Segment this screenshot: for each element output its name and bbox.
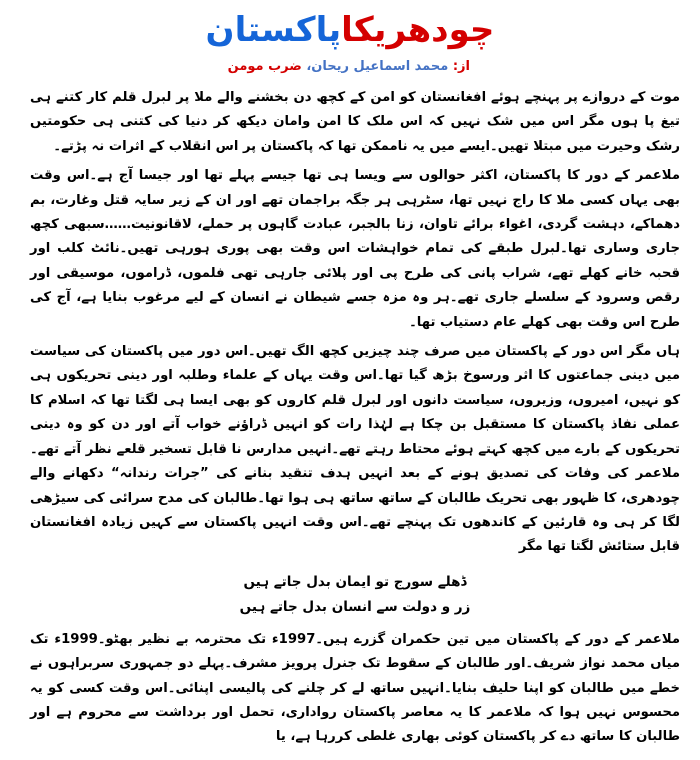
paragraph-2: ملاعمر کے دور کا پاکستان، اکثر حوالوں سے ویسا ہی تھا جیسے پہلے تھا اور جیسا آج ہے۔اس وقت بھی یہاں کسی ملا کا راج نہیں تھا، سٹرہی ہر جگہ براجمان تھے اور ان کے زیر سایہ قتل وغارت، بم دھماکے، دہشت گردی، اغواء برائے تاوان، زنا بالجبر، عبادت گاہوں پر حملے، لاقانونیت……سبھی کچھ جاری وساری تھا۔لبرل طبقے کی تمام خواہشات اس وقت بھی پوری ہورہی تھیں۔نائٹ کلب اور قحبہ خانے کھلے تھے، شراب پانی کی طرح پی اور پلائی جارہی تھی فلموں، ڈراموں، موسیقی اور رقص وسرود کے سلسلے جاری تھے۔ہر وہ مزہ جسے شیطان نے انسان کے لیے مرغوب بنایا ہے، آج کی طرح اس وقت بھی کھلے عام دستیاب تھا۔ (30, 168, 680, 330)
title-word-pakistan: پاکستان (205, 10, 342, 50)
byline-source: ضرب مومن (227, 59, 302, 74)
article-body (30, 86, 680, 755)
title-word-chaudhry: چودھری (373, 10, 495, 50)
byline (150, 58, 470, 76)
paragraph-3: ہاں مگر اس دور کے پاکستان میں صرف چند چیزیں کچھ الگ تھیں۔اس دور میں پاکستان کی سیاست میں دینی جماعتوں کا اثر ورسوخ بڑھ گیا تھا۔اس وقت یہاں کے علماء وطلبہ اور دینی تحریکوں ہی کو نہیں، امیروں، وزیروں، سیاست دانوں اور لبرل قلم کاروں کو بھی ایسا ہی لگتا تھا کہ اسلام کا عملی نفاذ پاکستان کا مستقبل بن چکا ہے لہٰذا رات کو انہیں ڈراؤنے خواب آتے اور دن کو وہ دینی تحریکوں کے بارے میں کچھ کہتے ہوئے محتاط رہتے تھے۔انہیں مدارس نا قابل تسخیر قلعے نظر آتے تھے۔ملاعمر کی وفات کی تصدیق ہونے کے بعد انہیں ہدف تنقید بنانے کی ”جرات رندانہ“ دکھانے والے چودھری، کا ظہور بھی تحریک طالبان کے ساتھ ساتھ ہی ہوا تھا۔طالبان کی مدح سرائی کی سیڑھی لگا کر ہی وہ قارئین کے کاندھوں تک پہنچے تھے۔اس وقت انہیں پاکستان سے کہیں زیادہ افغانستان قابل ستائش لگتا تھا مگر (30, 344, 680, 555)
verse-line-2: زر و دولت سے انسان بدل جاتے ہیں (239, 598, 471, 615)
paragraph-1: موت کے دروازے پر پہنچے ہوئے افغانستان کو امن کے کچھ دن بخشنے والے ملا پر لبرل قلم کار کتنے ہی تیغ پا ہوں مگر اس میں شک نہیں کہ اس ملک کا امن وامان دیکھ کر دنیا کی کتنی ہی حکومتیں رشک وحیرت میں مبتلا تھیں۔ایسے میں یہ ناممکن تھا کہ پاکستان پر اس انقلاب کے اثرات نہ پڑتے۔ (30, 90, 680, 154)
verse-line-1: ڈھلے سورج تو ایمان بدل جاتے ہیں (243, 573, 467, 590)
verse-couplet (30, 570, 680, 620)
article-title (0, 8, 700, 52)
title-word-ka: کا (341, 10, 374, 50)
byline-prefix: از: (452, 59, 470, 74)
paragraph-4: ملاعمر کے دور کے پاکستان میں تین حکمران گزرے ہیں۔1997ء تک محترمہ بے نظیر بھٹو۔1999ء تک میاں محمد نواز شریف۔اور طالبان کے سقوط تک جنرل پرویز مشرف۔پہلے دو جمہوری سربراہوں نے خطے میں طالبان کو اپنا حلیف بنایا۔انہیں ساتھ لے کر چلنے کی پالیسی اپنائی۔اس وقت کسی کو یہ محسوس نہیں ہوا کہ ملاعمر کا یہ معاصر پاکستان رواداری، تحمل اور برداشت سے محروم ہے اور طالبان کا ساتھ دے کر پاکستان کوئی بھاری غلطی کررہا ہے، یا (30, 631, 680, 745)
byline-author: محمد اسماعیل ریحان، (306, 59, 449, 74)
